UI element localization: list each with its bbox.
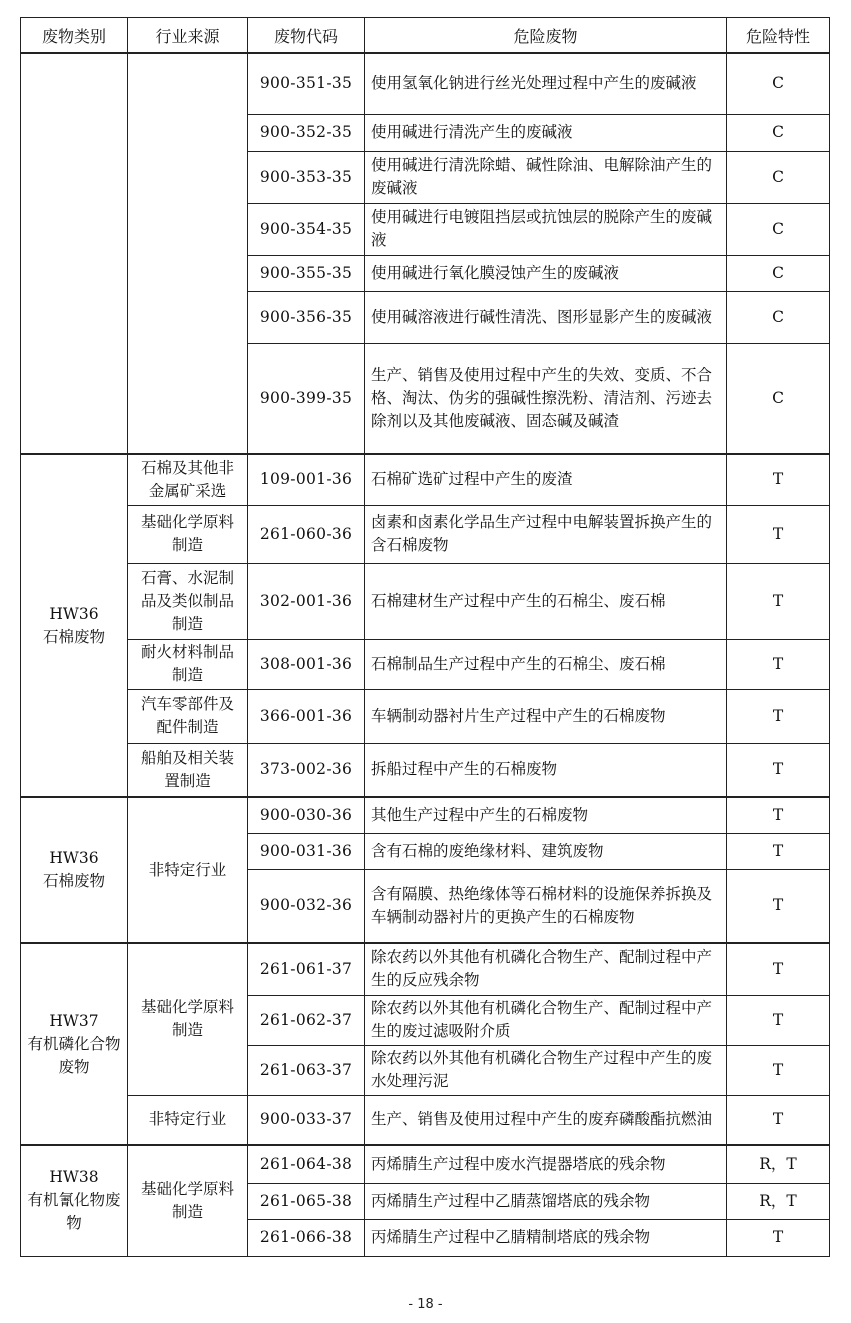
waste-description-cell: 含有隔膜、热绝缘体等石棉材料的设施保养拆换及车辆制动器衬片的更换产生的石棉废物 xyxy=(365,869,727,943)
waste-description-cell: 石棉建材生产过程中产生的石棉尘、废石棉 xyxy=(365,563,727,639)
hazard-cell: C xyxy=(727,255,830,291)
waste-description-cell: 除农药以外其他有机磷化合物生产、配制过程中产生的废过滤吸附介质 xyxy=(365,995,727,1045)
code-cell: 900-033-37 xyxy=(248,1095,365,1145)
code-cell: 900-351-35 xyxy=(248,53,365,114)
table-row xyxy=(21,689,830,743)
waste-description-cell: 使用氢氧化钠进行丝光处理过程中产生的废碱液 xyxy=(365,53,727,114)
waste-description-cell: 车辆制动器衬片生产过程中产生的石棉废物 xyxy=(365,689,727,743)
waste-description-cell: 生产、销售及使用过程中产生的失效、变质、不合格、淘汰、伪劣的强碱性擦洗粉、清洁剂、污迹去除剂以及其他废碱液、固态碱及碱渣 xyxy=(365,343,727,454)
header-code: 废物代码 xyxy=(248,18,365,54)
hazard-cell: R，T xyxy=(727,1183,830,1219)
table-row xyxy=(21,454,830,505)
table-row xyxy=(21,743,830,797)
category-cell xyxy=(21,53,128,454)
hazard-cell: C xyxy=(727,151,830,203)
code-cell: 900-356-35 xyxy=(248,291,365,343)
header-category: 废物类别 xyxy=(21,18,128,54)
table-row xyxy=(21,1145,830,1183)
waste-description-cell: 使用碱进行清洗除蜡、碱性除油、电解除油产生的废碱液 xyxy=(365,151,727,203)
hazardous-waste-table xyxy=(20,17,830,1257)
hazard-cell: C xyxy=(727,53,830,114)
code-cell: 261-064-38 xyxy=(248,1145,365,1183)
header-hazard: 危险特性 xyxy=(727,18,830,54)
hazard-cell: T xyxy=(727,743,830,797)
waste-description-cell: 其他生产过程中产生的石棉废物 xyxy=(365,797,727,833)
hazard-cell: T xyxy=(727,639,830,689)
hazard-cell: T xyxy=(727,1095,830,1145)
table-row xyxy=(21,943,830,995)
category-code: HW37 xyxy=(49,1011,99,1030)
code-cell: 109-001-36 xyxy=(248,454,365,505)
table-row xyxy=(21,563,830,639)
category-cell xyxy=(21,454,128,797)
table-row xyxy=(21,1095,830,1145)
source-cell: 汽车零部件及配件制造 xyxy=(128,689,248,743)
source-cell xyxy=(128,53,248,454)
category-name: 石棉废物 xyxy=(42,627,105,646)
page-number: - 18 - xyxy=(408,1297,443,1312)
header-source: 行业来源 xyxy=(128,18,248,54)
code-cell: 900-353-35 xyxy=(248,151,365,203)
source-cell: 耐火材料制品制造 xyxy=(128,639,248,689)
hazard-cell: C xyxy=(727,343,830,454)
code-cell: 302-001-36 xyxy=(248,563,365,639)
waste-description-cell: 丙烯腈生产过程中乙腈精制塔底的残余物 xyxy=(365,1219,727,1256)
code-cell: 900-354-35 xyxy=(248,203,365,255)
code-cell: 900-399-35 xyxy=(248,343,365,454)
hazard-cell: T xyxy=(727,1219,830,1256)
waste-description-cell: 除农药以外其他有机磷化合物生产过程中产生的废水处理污泥 xyxy=(365,1045,727,1095)
waste-description-cell: 使用碱进行清洗产生的废碱液 xyxy=(365,114,727,151)
hazard-cell: T xyxy=(727,833,830,869)
waste-description-cell: 使用碱溶液进行碱性清洗、图形显影产生的废碱液 xyxy=(365,291,727,343)
waste-description-cell: 丙烯腈生产过程中乙腈蒸馏塔底的残余物 xyxy=(365,1183,727,1219)
hazard-cell: T xyxy=(727,563,830,639)
waste-description-cell: 使用碱进行氧化膜浸蚀产生的废碱液 xyxy=(365,255,727,291)
source-cell: 非特定行业 xyxy=(128,1095,248,1145)
code-cell: 261-060-36 xyxy=(248,505,365,563)
code-cell: 261-063-37 xyxy=(248,1045,365,1095)
hazard-cell: T xyxy=(727,1045,830,1095)
category-code: HW36 xyxy=(49,849,99,867)
source-cell: 基础化学原料制造 xyxy=(128,1145,248,1256)
hazard-cell: T xyxy=(727,689,830,743)
code-cell: 900-352-35 xyxy=(248,114,365,151)
table-row xyxy=(21,639,830,689)
source-cell: 基础化学原料制造 xyxy=(128,505,248,563)
category-cell xyxy=(21,943,128,1145)
category-code: HW36 xyxy=(49,604,99,623)
waste-description-cell: 石棉矿选矿过程中产生的废渣 xyxy=(365,454,727,505)
table-row xyxy=(21,53,830,114)
hazard-cell: R，T xyxy=(727,1145,830,1183)
source-cell: 非特定行业 xyxy=(128,797,248,943)
hazard-cell: T xyxy=(727,505,830,563)
waste-description-cell: 石棉制品生产过程中产生的石棉尘、废石棉 xyxy=(365,639,727,689)
hazard-cell: T xyxy=(727,869,830,943)
table-row xyxy=(21,505,830,563)
hazard-cell: C xyxy=(727,114,830,151)
source-cell: 石膏、水泥制品及类似制品制造 xyxy=(128,563,248,639)
hazard-cell: C xyxy=(727,291,830,343)
hazard-cell: T xyxy=(727,995,830,1045)
code-cell: 261-065-38 xyxy=(248,1183,365,1219)
code-cell: 900-032-36 xyxy=(248,869,365,943)
category-name: 有机磷化合物废物 xyxy=(27,1034,121,1076)
code-cell: 261-062-37 xyxy=(248,995,365,1045)
code-cell: 900-355-35 xyxy=(248,255,365,291)
code-cell: 373-002-36 xyxy=(248,743,365,797)
category-name: 有机氰化物废物 xyxy=(27,1191,121,1233)
waste-description-cell: 使用碱进行电镀阻挡层或抗蚀层的脱除产生的废碱液 xyxy=(365,203,727,255)
table-row xyxy=(21,797,830,833)
waste-description-cell: 丙烯腈生产过程中废水汽提器塔底的残余物 xyxy=(365,1145,727,1183)
code-cell: 366-001-36 xyxy=(248,689,365,743)
source-cell: 基础化学原料制造 xyxy=(128,943,248,1095)
waste-description-cell: 生产、销售及使用过程中产生的废弃磷酸酯抗燃油 xyxy=(365,1095,727,1145)
code-cell: 261-066-38 xyxy=(248,1219,365,1256)
table-header-row xyxy=(21,18,830,54)
category-name: 石棉废物 xyxy=(42,872,105,890)
source-cell: 船舶及相关装置制造 xyxy=(128,743,248,797)
waste-description-cell: 卤素和卤素化学品生产过程中电解装置拆换产生的含石棉废物 xyxy=(365,505,727,563)
waste-description-cell: 拆船过程中产生的石棉废物 xyxy=(365,743,727,797)
category-cell xyxy=(21,797,128,943)
header-waste: 危险废物 xyxy=(365,18,727,54)
hazard-cell: T xyxy=(727,454,830,505)
waste-description-cell: 含有石棉的废绝缘材料、建筑废物 xyxy=(365,833,727,869)
hazard-cell: T xyxy=(727,943,830,995)
hazard-cell: T xyxy=(727,797,830,833)
waste-description-cell: 除农药以外其他有机磷化合物生产、配制过程中产生的反应残余物 xyxy=(365,943,727,995)
category-code: HW38 xyxy=(49,1168,99,1187)
code-cell: 900-030-36 xyxy=(248,797,365,833)
code-cell: 308-001-36 xyxy=(248,639,365,689)
category-cell xyxy=(21,1145,128,1256)
source-cell: 石棉及其他非金属矿采选 xyxy=(128,454,248,505)
code-cell: 900-031-36 xyxy=(248,833,365,869)
hazard-cell: C xyxy=(727,203,830,255)
code-cell: 261-061-37 xyxy=(248,943,365,995)
